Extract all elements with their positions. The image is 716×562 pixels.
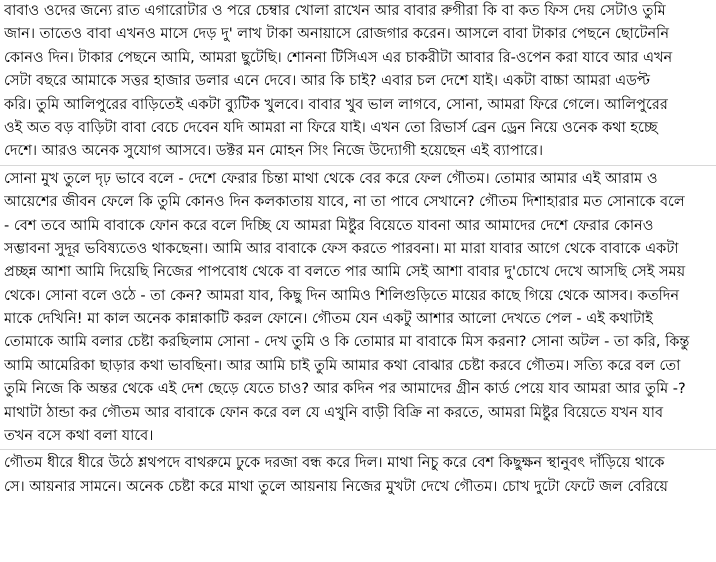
text-line: মাকে দেখিনি! মা কাল অনেক কান্নাকাটি করল ফোনে। গৌতম যেন একটু আশার আলো দেখতে পেল - এই কথাটাই <box>4 311 653 328</box>
text-line: বাবাও ওদের জন্যে রাত এগারোটার ও পরে চেম্বার খোলা রাখেন আর বাবার রুগীরা কি বা কত ফিস দেয় সেটাও তুমি <box>4 3 666 19</box>
text-line: সেটা বছরে আমাকে সত্তর হাজার ডলার এনে দেবে। আর কি চাই? এবার চল দেশে যাই। একটা বাচ্চা আমরা এডপ্ট <box>4 73 650 90</box>
text-line: ওই অত বড় বাড়িটা বাবা বেচে দেবেন যদি আমরা না ফিরে যাই। এখন তো রিভার্স ব্রেন ড্রেন নিয়ে ওনেক কথা হচ্ছে <box>4 119 658 136</box>
text-line: - বেশ তবে আমি বাবাকে ফোন করে বলে দিচ্ছি যে আমরা মিষ্টুর বিয়েতে যাবনা আর আমাদের দেশে ফেরার কোনও <box>4 217 654 234</box>
text-line: সে। আয়নার সামনে। অনেক চেষ্টা করে মাথা তুলে আয়নায় নিজের মুখটা দেখে গৌতম। চোখ দুটো ফেটে জল বেরিয়ে <box>4 478 668 495</box>
text-line: সোনা মুখ তুলে দৃঢ় ভাবে বলে - দেশে ফেরার চিন্তা মাথা থেকে বের করে ফেল গৌতম। তোমার আমার এই আরাম ও <box>4 170 658 187</box>
text-line: কোনও দিন। টাকার পেছনে আমি, আমরা ছুটেছি। শোননা টিসিএস এর চাকরীটা আবার রি-ওপেন করা যাবে আর এখন <box>4 49 673 66</box>
text-line: প্রচ্ছন্ন আশা আমি দিয়েছি নিজের পাপবোধ থেকে বা বলতে পার আমি সেই আশা বাবার দু'চোখে দেখে আসছি সেই সময় <box>4 264 686 281</box>
text-line: সম্ভাবনা সুদূর ভবিষ্যতেও থাকছেনা। আমি আর বাবাকে ফেস করতে পারবনা। মা মারা যাবার আগে থেকে বাবাকে একটা <box>4 240 679 257</box>
text-line: আয়েশের জীবন ফেলে কি তুমি কোনও দিন কলকাতায় যাবে, না তা পাবে সেখানে? গৌতম দিশাহারার মত সোনাকে বলে <box>4 194 685 211</box>
paragraph-divider <box>0 449 716 450</box>
text-line: মাথাটা ঠান্ডা কর গৌতম আর বাবাকে ফোন করে বল যে এখুনি বাড়ী বিক্রি না করতে, আমরা মিষ্টুর বিয়েতে যখন যাব <box>4 404 664 421</box>
text-line: দেশে। আরও অনেক সুযোগ আসবে। ডক্টর মন মোহন সিং নিজে উদ্যোগী হয়েছেন এই ব্যাপারে। <box>4 143 544 160</box>
text-line: আমি আমেরিকা ছাড়ার কথা ভাবছিনা। আর আমি চাই তুমি আমার কথা বোঝার চেষ্টা করবে গৌতম। সত্যি করে বল তো <box>4 357 681 374</box>
text-line: জান। তাতেও বাবা এখনও মাসে দেড় দু' লাখ টাকা অনায়াসে রোজগার করেন। আসলে বাবা টাকার পেছনে ছোটেননি <box>4 26 669 43</box>
text-line: তখন বসে কথা বলা যাবে। <box>4 428 154 445</box>
text-line: করি। তুমি আলিপুরের বাড়িতেই একটা ব্যুটিক খুলবে। বাবার খুব ভাল লাগবে, সোনা, আমরা ফিরে গেলে। আলিপুরের <box>4 96 668 113</box>
text-line: গৌতম ধীরে ধীরে উঠে শ্লথপদে বাথরুমে ঢুকে দরজা বন্ধ করে দিল। মাথা নিচু করে বেশ কিছুক্ষন স্থানুবৎ দাঁড়িয়ে থাকে <box>4 455 665 472</box>
text-line: তুমি নিজে কি অন্তর থেকে এই দেশ ছেড়ে যেতে চাও? আর কদিন পর আমাদের গ্রীন কার্ড পেয়ে যাব আমরা আর তুমি -? <box>4 381 686 398</box>
text-line: তোমাকে আমি বলার চেষ্টা করছিলাম সোনা - দেখ তুমি ও কি তোমার মা বাবাকে মিস করনা? সোনা অটল - তা করি, কিন্তু <box>4 334 690 351</box>
paragraph-1 <box>0 0 716 164</box>
paragraph-divider <box>0 165 716 166</box>
text-line: থেকে। সোনা বলে ওঠে - তা কেন? আমরা যাব, কিছু দিন আমিও শিলিগুড়িতে মায়ের কাছে গিয়ে থেকে আসব। কতদিন <box>4 287 679 304</box>
paragraph-2 <box>0 168 716 449</box>
paragraph-3 <box>0 452 716 499</box>
